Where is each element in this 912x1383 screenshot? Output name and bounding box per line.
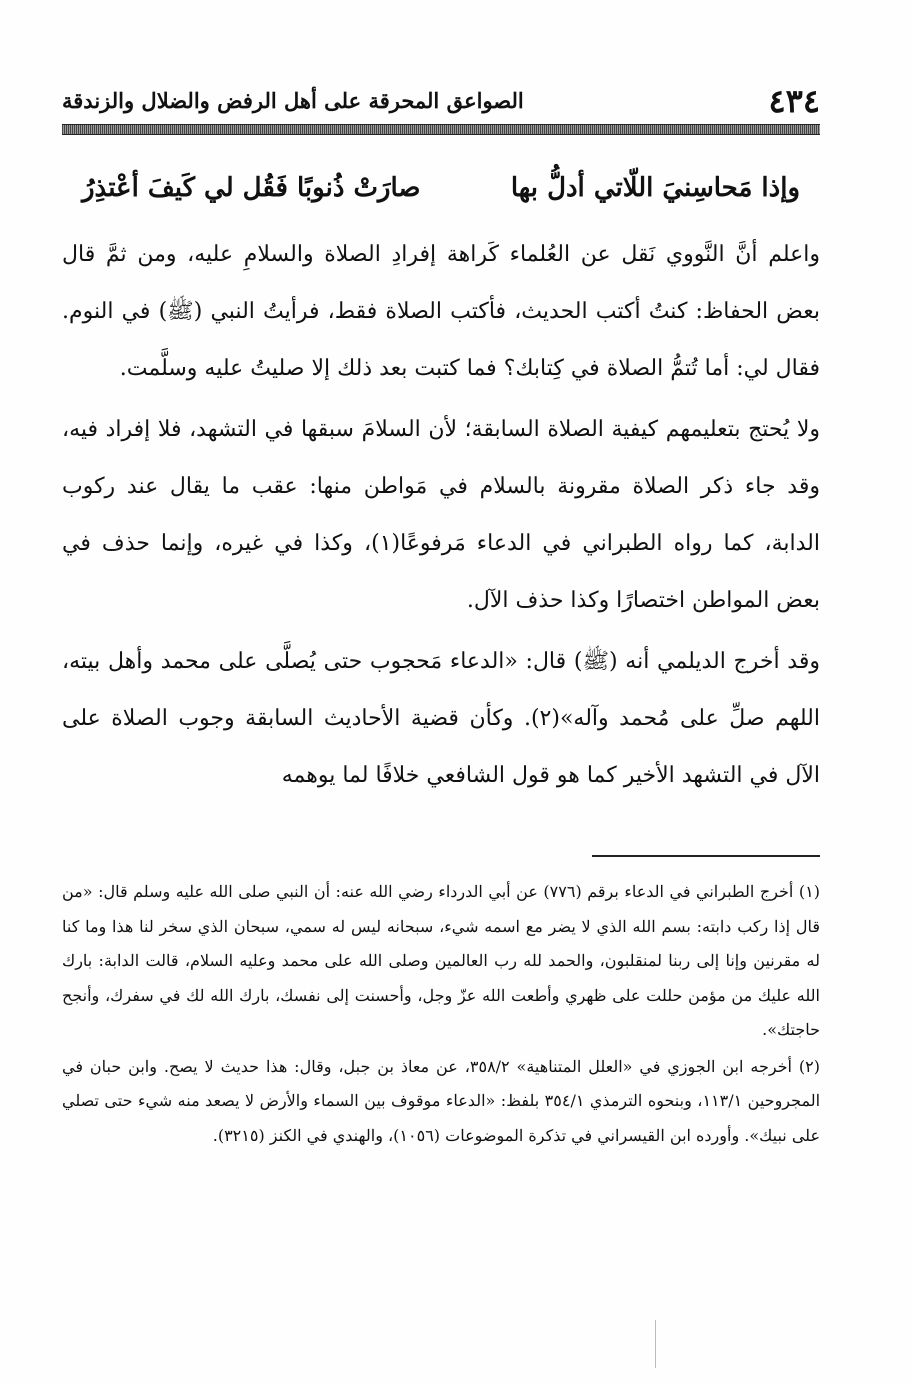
poetry-verse [62, 162, 820, 214]
paragraph-2: ولا يُحتج بتعليمهم كيفية الصلاة السابقة؛ لأن السلامَ سبقها في التشهد، فلا إفراد فيه، وقد جاء ذكر الصلاة مقرونة بالسلام في مَواطن منها: عقب ما يقال عند ركوب الدابة، كما رواه الطبراني في الدعاء مَرفوعًا(١)، وكذا في غيره، وإنما حذف في بعض المواطن اختصارًا وكذا حذف الآل. [62, 417, 820, 613]
footnote-divider [592, 855, 820, 857]
footnote-1: (١) أخرج الطبراني في الدعاء برقم (٧٧٦) عن أبي الدرداء رضي الله عنه: أن النبي صلى الله عليه وسلم قال: «من قال إذا ركب دابته: بسم الله الذي لا يضر مع اسمه شيء، سبحانه ليس له سمي، سبحان الذي سخر لنا هذا وما كنا له مقرنين وإنا إلى ربنا لمنقلبون، والحمد لله رب العالمين وصلى الله على محمد وعليه السلام، قالت الدابة: بارك الله عليك من مؤمن حللت على ظهري وأطعت الله عزّ وجل، وأحسنت إلى نفسك، بارك الله لك في سفرك، وأنجح حاجتك». [62, 882, 821, 1039]
running-title: الصواعق المحرقة على أهل الرفض والضلال والزندقة [62, 88, 524, 113]
paragraph-1: واعلم أنَّ النَّووي نَقل عن العُلماء كَراهة إفرادِ الصلاة والسلامِ عليه، ومن ثمَّ قال بعض الحفاظ: كنتُ أكتب الحديث، فأكتب الصلاة فقط، فرأيتُ النبي (ﷺ) في النوم. فقال لي: أما تُتمُّ الصلاة في كِتابك؟ فما كتبت بعد ذلك إلا صليتُ عليه وسلَّمت. [62, 242, 820, 381]
footnotes [62, 875, 820, 1155]
header-divider [62, 124, 820, 135]
page-header [62, 80, 820, 124]
page-number: ٤٣٤ [768, 82, 820, 120]
main-text [62, 162, 820, 806]
paragraph-3: وقد أخرج الديلمي أنه (ﷺ) قال: «الدعاء مَحجوب حتى يُصلَّى على محمد وأهل بيته، اللهم صلِّ على مُحمد وآله»(٢). وكأن قضية الأحاديث السابقة وجوب الصلاة على الآل في التشهد الأخير كما هو قول الشافعي خلافًا لما يوهمه [62, 649, 820, 788]
verse-first-hemistich: وإذا مَحاسِنيَ اللّاتي أدلُّ بها [510, 173, 800, 203]
scan-artifact [655, 1320, 656, 1368]
footnote-2: (٢) أخرجه ابن الجوزي في «العلل المتناهية» ٣٥٨/٢، عن معاذ بن جبل، وقال: هذا حديث لا يصح. وابن حبان في المجروحين ١١٣/١، وبنحوه الترمذي ٣٥٤/١ بلفظ: «الدعاء موقوف بين السماء والأرض لا يصعد منه شيء حتى تصلي على نبيك». وأورده ابن القيسراني في تذكرة الموضوعات (١٠٥٦)، والهندي في الكنز (٣٢١٥). [62, 1056, 821, 1145]
verse-second-hemistich: صارَتْ ذُنوبًا فَقُل لي كَيفَ أعْتذِرُ [82, 173, 421, 203]
